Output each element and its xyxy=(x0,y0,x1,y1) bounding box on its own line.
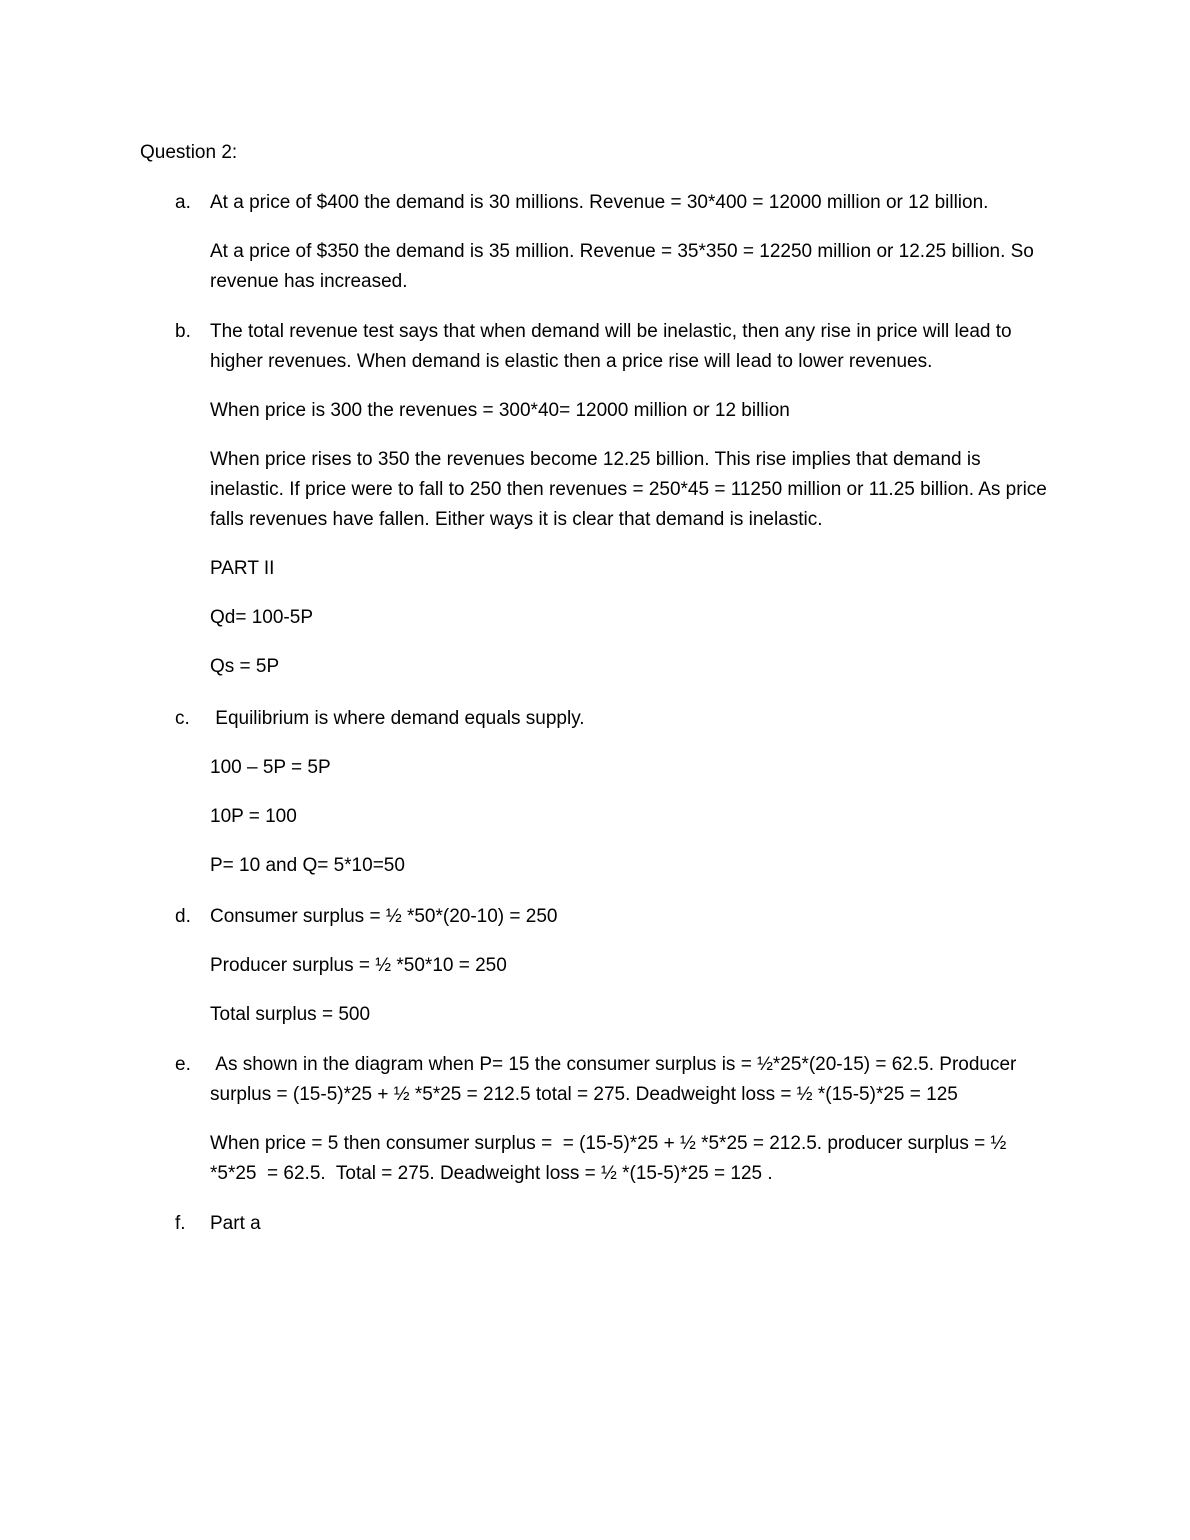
paragraph: Producer surplus = ½ *50*10 = 250 xyxy=(210,955,507,976)
paragraph: 10P = 100 xyxy=(210,806,297,827)
list-item-body xyxy=(210,1209,1055,1239)
paragraph: Qs = 5P xyxy=(210,656,280,677)
list-item-body xyxy=(210,317,1055,682)
paragraph: When price rises to 350 the revenues become 12.25 billion. This rise implies that demand is inelastic. If price were to fall to 250 then revenues = 250*45 = 11250 million or 11.25 billion. As price falls revenues have fallen. Either ways it is clear that demand is inelastic. xyxy=(210,449,1047,530)
paragraph: Total surplus = 500 xyxy=(210,1004,371,1025)
paragraph: Consumer surplus = ½ *50*(20-10) = 250 xyxy=(210,906,558,927)
list-marker: b. xyxy=(175,321,191,342)
paragraph: PART II xyxy=(210,558,275,579)
paragraph: At a price of $350 the demand is 35 million. Revenue = 35*350 = 12250 million or 12.25 billion. So revenue has increased. xyxy=(210,241,1034,292)
paragraph: When price is 300 the revenues = 300*40= 12000 million or 12 billion xyxy=(210,400,790,421)
list-item-body xyxy=(210,704,1055,881)
list-item-body xyxy=(210,1050,1055,1189)
paragraph: Equilibrium is where demand equals supply. xyxy=(210,708,585,729)
paragraph: Qd= 100-5P xyxy=(210,607,313,628)
list-marker: e. xyxy=(175,1054,191,1075)
list-item-body xyxy=(210,188,1055,297)
list-item-body xyxy=(210,902,1055,1030)
paragraph: When price = 5 then consumer surplus = = (15-5)*25 + ½ *5*25 = 212.5. producer surplus = ½ *5*25 = 62.5. Total = 275. Deadweight loss = ½ *(15-5)*25 = 125 . xyxy=(210,1133,1012,1184)
list-marker: c. xyxy=(175,708,190,729)
paragraph: 100 – 5P = 5P xyxy=(210,757,331,778)
list-marker: d. xyxy=(175,906,191,927)
paragraph: P= 10 and Q= 5*10=50 xyxy=(210,855,405,876)
paragraph: The total revenue test says that when demand will be inelastic, then any rise in price will lead to higher revenues. When demand is elastic then a price rise will lead to lower revenues. xyxy=(210,321,1012,372)
list-marker: f. xyxy=(175,1213,186,1234)
paragraph: At a price of $400 the demand is 30 millions. Revenue = 30*400 = 12000 million or 12 billion. xyxy=(210,192,989,213)
paragraph: As shown in the diagram when P= 15 the consumer surplus is = ½*25*(20-15) = 62.5. Producer surplus = (15-5)*25 + ½ *5*25 = 212.5 total = 275. Deadweight loss = ½ *(15-5)*25 = 125 xyxy=(210,1054,1022,1105)
question-heading: Question 2: xyxy=(140,142,238,163)
paragraph: Part a xyxy=(210,1213,261,1234)
list-marker: a. xyxy=(175,192,191,213)
